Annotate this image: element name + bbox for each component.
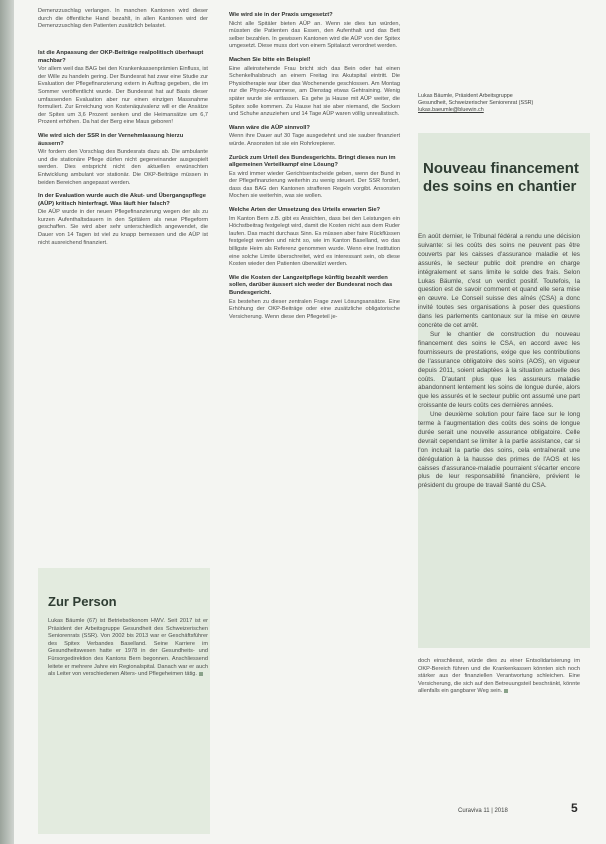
end-mark-icon [504,689,508,693]
answer-paragraph: Eine alleinstehende Frau bricht sich das Bein oder hat einen Schenkelhalsbruch an einem Freitag ins Akutspital eintritt. Die Physiotherapie war über das Wochenende geschlossen. Am Montag nur die Physio-Anamnese, am Dienstag etwas Gehtraining. Wenig später wurde sie entlassen. Es gehe ja Hause mit AÜP weiter, die Spitex solle kommen. Zu Hause hat sie aber niemand, die Socken und Schuhe anzuziehen und 14 Tage AÜP waren völlig unrealistisch. [229,65,400,118]
contact-info [418,93,588,114]
column-1-top-text [38,8,208,31]
question-heading: Wie die Kosten der Langzeitpflege künftig bezahlt werden sollen, darüber äussert sich weder der Bundesrat noch das Bundesgericht. [229,274,393,296]
question-heading: Zurück zum Urteil des Bundesgerichts. Bringt dieses nun im allgemeinen Verteilkampf eine Lösung? [229,154,396,169]
french-paragraph: Une deuxième solution pour faire face sur le long terme à l'augmentation des coûts des soins de longue durée serait une nouvelle assurance obligatoire. Celle devrait cependant se limiter à la partie assistance, car si l'on incluait la partie des soins, cela entraînerait une dérégulation à la hausse des primes de l'AOS et les caisses d'assurance-maladie pourraient s'écarter encore plus de leur responsabilité financière, prévient le président du groupe de travail Santé du CSA. [418,411,580,490]
french-summary-title: Nouveau financement des soins en chantier [423,160,579,195]
page-number: 5 [571,801,578,815]
column-3-end-text [418,658,580,696]
answer-paragraph: Wir fordern den Vorschlag des Bundesrats dazu ab. Die ambulante und die stationäre Pflege dürfen nicht gegeneinander ausgespielt werden. Dies entspricht nicht den aktuellen erwünschten Entwicklung ambulant vor stationär. Die OKP-Beiträge müssen in beiden Bereichen angepasst werden. [38,149,208,186]
contact-line-2: Gesundheit, Schweizerischer Seniorenrat (SSR) [418,100,534,106]
answer-paragraph: Im Kanton Bern z.B. gibt es Ansichten, dass bei den Leistungen ein Höchstbeitrag festgelegt wird, damit die Kosten nicht aus dem Ruder laufen. Das macht durchaus Sinn. Es müssen aber faire Rückflüssen festgelegt werden und nicht so, wie im Kanton Baselland, wo das billigste Heim als Referenz genommen wurde. Wenn eine Institution eine solche Limite überschreitet, wird es interessant sein, ob diese Kosten wieder den Patienten überwälzt werden. [229,215,400,268]
contact-line-1: Lukas Bäumle, Präsident Arbeitsgruppe [418,93,513,99]
column-2 [229,6,400,325]
question-heading: Wie wird sie in der Praxis umgesetzt? [229,12,333,18]
french-paragraph: En août dernier, le Tribunal fédéral a rendu une décision suivante: si les coûts des soins ne peuvent pas être couverts par les caisses d'assurance maladie et les assurés, le secteur public doit prendre en charge intégralement et sans limite le solde des frais. Selon Lukas Bäumle, c'est un verdict positif. Toutefois, la question est de savoir comment et quand elle sera mise en œuvre. Le Conseil suisse des aînés (CSA) a donc invité toutes ses organisations à poser des questions dans les parlements cantonaux sur la mise en œuvre concrète de cet arrêt. [418,233,580,330]
page-fold-shadow [0,0,14,844]
answer-paragraph: Nicht alle Spitäler bieten AÜP an. Wenn sie dies tun würden, müssten die Patienten das Essen, den Aufenthalt und das Bett selber bezahlen. In gewissen Kantonen wird die AÜP von der Spitex umgesetzt. Diese muss dort von einem Spitalarzt verordnet werden. [229,20,400,50]
french-summary-text [418,233,580,491]
question-heading: In der Evaluation wurde auch die Akut- und Übergangspflege (AÜP) kritisch hinterfragt. Was läuft hier falsch? [38,193,206,207]
answer-paragraph: Wenn ihre Dauer auf 30 Tage ausgedehnt und sie sauber finanziert würde. Ansonsten ist sie ein Rohrkrepierer. [229,133,400,147]
intro-paragraph: Demenzzuschlag verlangen. In manchen Kantonen wird dieser durch die öffentliche Hand bezahlt, in allen Kantonen wird der Demenzzuschlag den Patienten zusätzlich belastet. [38,8,208,30]
answer-paragraph: Vor allem weil das BAG bei den Krankenkassenprämien Einfluss, ist der Wille zu handeln gering. Der Bundesrat hat zwar eine Studie zur Evaluation der Pflegefinanzierung extern in Auftrag gegeben, die im Sommer veröffentlicht wurde. Der Bundesrat hat auf Basis dieser umfassenden Evaluation aber nur einen einzigen Massnahme formuliert. Zur Erreichung von Kostenäquivalenz will er die Ansätze der Spitex um 3,6 Prozent senken und die Heimansätze um 6,7 Prozent erhöhen. Da hat der Berg eine Maus geboren! [38,66,208,126]
question-heading: Wie wird sich der SSR in der Vernehmlassung hierzu äussern? [38,132,184,147]
about-person-box [38,568,210,834]
end-mark-icon [199,672,203,676]
answer-paragraph: Es bestehen zu dieser zentralen Frage zwei Lösungsansätze. Eine Erhöhung der OKP-Beiträge oder eine zusätzliche obligatorische Versicherung. Wenn diese den Pflegeteil je- [229,298,400,320]
person-heading: Zur Person [48,594,117,609]
publication-footer: Curaviva 11 | 2018 [458,808,508,814]
contact-email-link[interactable]: lukas.baeumle@bluewin.ch [418,107,484,113]
french-paragraph: Sur le chantier de construction du nouveau financement des soins le CSA, en accord avec les fournisseurs de prestations, exige que les contributions de l'assurance obligatoire des soins (AOS), en vigueur depuis 2011, soient adaptées à la situation actuelle des coûts. D'autant plus que les assureurs maladie abandonnent lentement les soins de longue durée, alors que les assurés et le secteur public ont assumé une part croissante de leurs coûts ces dernières années. [418,330,580,410]
question-heading: Wann wäre die AÜP sinnvoll? [229,124,310,131]
question-heading: Ist die Anpassung der OKP-Beiträge realpolitisch überhaupt machbar? [38,50,204,64]
question-heading: Welche Arten der Umsetzung des Urteils erwarten Sie? [229,207,381,214]
column-1 [38,44,208,251]
person-bio: Lukas Bäumle (67) ist Betriebsökonom HWV. Seit 2017 ist er Präsident der Arbeitsgruppe Gesundheit des Schweizerischen Seniorenrats (SSR). Von 2002 bis 2013 war er Geschäftsführer des Spitex Verbandes Baselland. Seine Karriere im Gesundheitswesen hatte er 1978 in der Gesundheits- und Fürsorgedirektion des Kantons Bern begonnen. Anschliessend leitete er mehrere Jahre ein Regionalspital. Danach war er auch als Leiter von verschiedenen Alters- und Pflegeheimen tätig. [48,618,208,678]
question-heading: Machen Sie bitte ein Beispiel! [229,56,311,63]
closing-paragraph: doch einschliesst, würde dies zu einer Entsolidarisierung im OKP-Bereich führen und die Krankenkassen könnten sich noch stärker aus der finanziellen Verantwortung schleichen. Eine Versicherung, die sich auf den Betreuungsteil beschränkt, könnte allenfalls ein gangbarer Weg sein. [418,658,580,695]
answer-paragraph: Es wird immer wieder Gerichtsentscheide geben, wenn der Bund in der Pflegefinanzierung weiterhin zu wenig steuert. Der SSR fordert, dass das BAG den Kantonen strafferen Regeln vorgibt. Ansonsten Mochen sie weiterhin, was sie wollen. [229,170,400,200]
answer-paragraph: Die AÜP wurde in der neuen Pflegefinanzierung wegen der als zu kurzen Aufenthaltsdauern in den Spitälern als neue Pflegeform geschaffen. Sie wird aber sehr unterschiedlich angewendet, die Dauer von 14 Tagen ist viel zu knapp bemessen und die AÜP ist nicht ausreichend finanziert. [38,209,208,246]
